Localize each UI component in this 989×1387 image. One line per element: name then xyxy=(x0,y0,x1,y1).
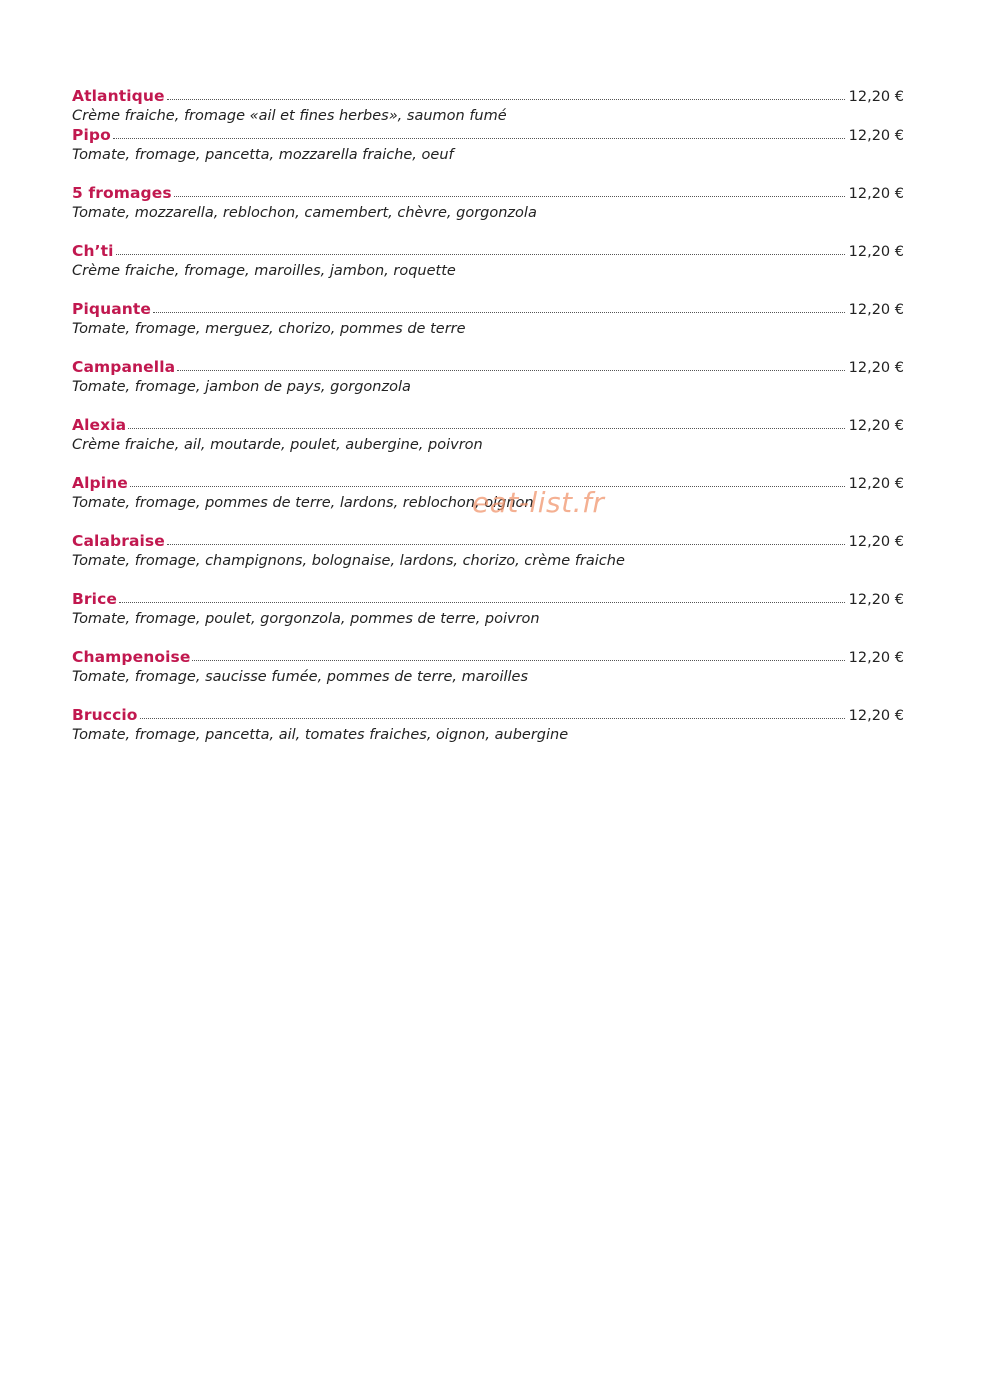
item-name: 5 fromages xyxy=(72,184,172,202)
item-price: 12,20 € xyxy=(848,592,904,608)
item-price: 12,20 € xyxy=(848,186,904,202)
item-price: 12,20 € xyxy=(848,360,904,376)
item-description: Tomate, fromage, champignons, bolognaise, lardons, chorizo, crème fraiche xyxy=(72,553,625,569)
item-name: Brice xyxy=(72,590,117,608)
dotted-leader xyxy=(140,718,845,719)
menu-item-bruccio xyxy=(72,706,904,764)
menu-item-header xyxy=(72,242,904,262)
dotted-leader xyxy=(153,312,845,313)
item-name: Alexia xyxy=(72,416,127,434)
menu-item-header xyxy=(72,474,904,494)
menu-item-header xyxy=(72,648,904,668)
item-price: 12,20 € xyxy=(848,244,904,260)
menu-item-header xyxy=(72,87,904,107)
item-description: Tomate, fromage, saucisse fumée, pommes de terre, maroilles xyxy=(72,669,529,685)
item-description: Crème fraiche, ail, moutarde, poulet, aubergine, poivron xyxy=(72,437,483,453)
menu-item-header xyxy=(72,358,904,378)
menu-item-champenoise xyxy=(72,648,904,706)
item-price: 12,20 € xyxy=(848,89,904,105)
item-description: Tomate, fromage, jambon de pays, gorgonzola xyxy=(72,379,411,395)
item-name: Ch’ti xyxy=(72,242,114,260)
dotted-leader xyxy=(174,196,845,197)
pizza-menu-list xyxy=(72,87,904,764)
menu-item-header xyxy=(72,126,904,146)
menu-item-alpine xyxy=(72,474,904,532)
menu-item-calabraise xyxy=(72,532,904,590)
menu-item-header xyxy=(72,532,904,552)
menu-item-header xyxy=(72,416,904,436)
item-description: Tomate, fromage, pancetta, mozzarella fraiche, oeuf xyxy=(72,147,454,163)
dotted-leader xyxy=(130,486,845,487)
menu-item-atlantique xyxy=(72,87,904,126)
item-name: Alpine xyxy=(72,474,128,492)
item-description: Tomate, fromage, poulet, gorgonzola, pommes de terre, poivron xyxy=(72,611,540,627)
item-price: 12,20 € xyxy=(848,128,904,144)
item-description: Tomate, mozzarella, reblochon, camembert, chèvre, gorgonzola xyxy=(72,205,537,221)
watermark-text: eat-list.fr xyxy=(472,486,605,519)
item-description: Tomate, fromage, merguez, chorizo, pommes de terre xyxy=(72,321,466,337)
dotted-leader xyxy=(177,370,844,371)
menu-item-header xyxy=(72,706,904,726)
dotted-leader xyxy=(113,138,845,139)
item-name: Pipo xyxy=(72,126,111,144)
item-description: Tomate, fromage, pommes de terre, lardons, reblochon, oignon xyxy=(72,495,534,511)
menu-item-campanella xyxy=(72,358,904,416)
item-price: 12,20 € xyxy=(848,476,904,492)
item-description: Tomate, fromage, pancetta, ail, tomates fraiches, oignon, aubergine xyxy=(72,727,569,743)
menu-item-5-fromages xyxy=(72,184,904,242)
menu-item-header xyxy=(72,590,904,610)
menu-item-chti xyxy=(72,242,904,300)
item-price: 12,20 € xyxy=(848,708,904,724)
item-price: 12,20 € xyxy=(848,418,904,434)
dotted-leader xyxy=(167,544,845,545)
item-price: 12,20 € xyxy=(848,302,904,318)
item-name: Atlantique xyxy=(72,87,165,105)
dotted-leader xyxy=(167,99,845,100)
menu-item-piquante xyxy=(72,300,904,358)
item-name: Bruccio xyxy=(72,706,138,724)
menu-item-alexia xyxy=(72,416,904,474)
menu-item-header xyxy=(72,184,904,204)
item-name: Calabraise xyxy=(72,532,165,550)
item-price: 12,20 € xyxy=(848,650,904,666)
menu-item-pipo xyxy=(72,126,904,184)
dotted-leader xyxy=(128,428,844,429)
menu-item-brice xyxy=(72,590,904,648)
item-description: Crème fraiche, fromage «ail et fines herbes», saumon fumé xyxy=(72,108,507,124)
item-name: Champenoise xyxy=(72,648,191,666)
item-name: Piquante xyxy=(72,300,152,318)
dotted-leader xyxy=(116,254,845,255)
item-description: Crème fraiche, fromage, maroilles, jambon, roquette xyxy=(72,263,456,279)
item-name: Campanella xyxy=(72,358,176,376)
menu-item-header xyxy=(72,300,904,320)
item-price: 12,20 € xyxy=(848,534,904,550)
dotted-leader xyxy=(119,602,845,603)
dotted-leader xyxy=(192,660,844,661)
